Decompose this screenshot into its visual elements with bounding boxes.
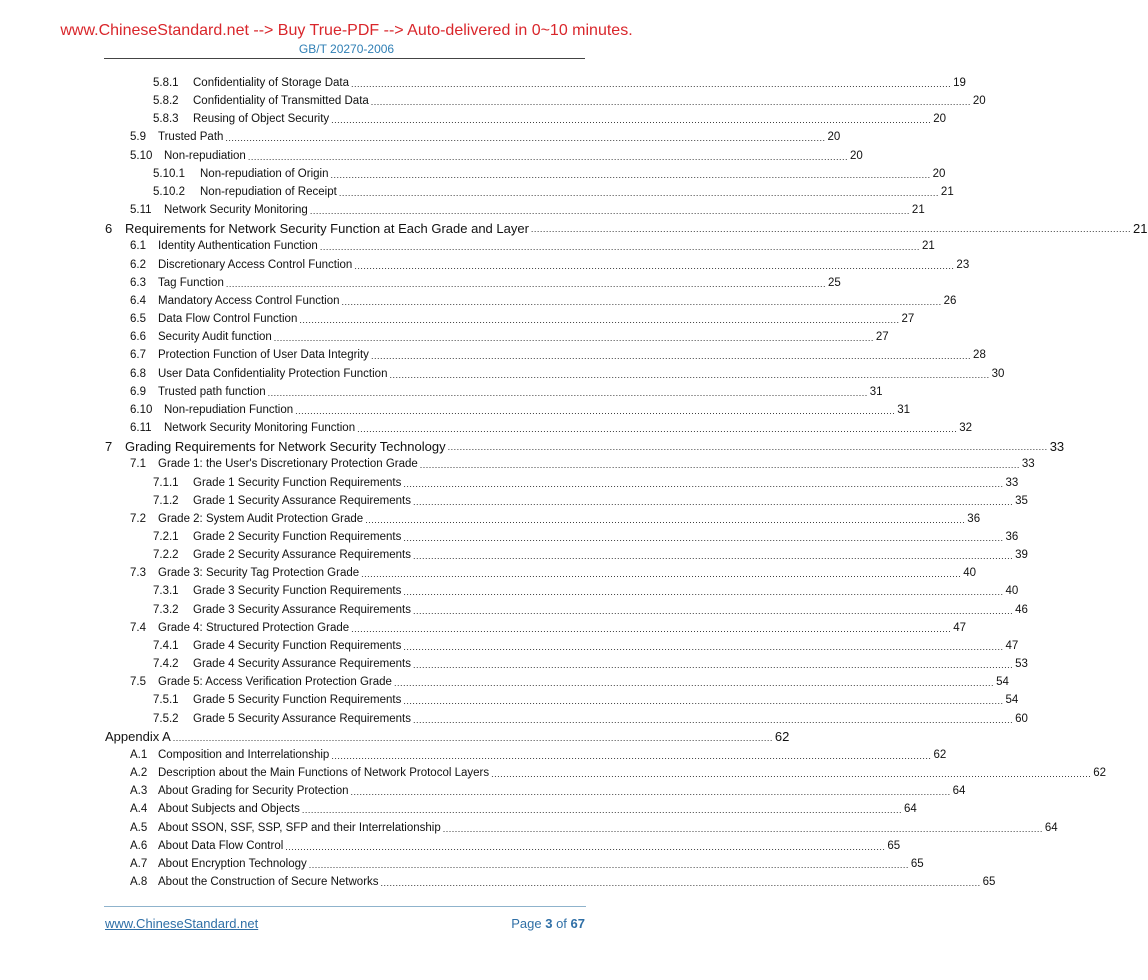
- toc-entry-number: 6: [105, 220, 113, 236]
- toc-entry-title: Grade 5: Access Verification Protection Grade: [158, 676, 392, 689]
- toc-entry-title: Grade 4 Security Function Requirements: [193, 639, 402, 652]
- toc-entry-page: 21: [940, 185, 954, 198]
- dot-leader: ........................................................................................................................................................................................................: [309, 206, 910, 217]
- toc-entry-page: 33: [1021, 458, 1035, 471]
- toc-entry-page: 20: [972, 95, 986, 108]
- toc-entry-page: 30: [991, 367, 1005, 380]
- toc-entry-page: 60: [1015, 712, 1028, 725]
- toc-entry[interactable]: [105, 219, 1148, 237]
- toc-entry-number: 6.5: [130, 313, 146, 326]
- toc-entry-page: 35: [1015, 494, 1028, 507]
- toc-entry-page: 46: [1015, 603, 1028, 616]
- toc-entry-page: 64: [904, 803, 917, 816]
- toc-entry-title: User Data Confidentiality Protection Function: [158, 367, 388, 380]
- toc-entry[interactable]: [130, 292, 957, 310]
- toc-entry-title: Trusted Path: [158, 131, 224, 144]
- toc-entry-number: 7.1.2: [153, 494, 179, 507]
- toc-entry[interactable]: [130, 455, 1035, 473]
- toc-entry-title: Requirements for Network Security Function at Each Grade and Layer: [125, 220, 529, 236]
- toc-entry[interactable]: [153, 183, 954, 201]
- toc-entry[interactable]: [105, 728, 790, 746]
- toc-entry-number: 7.4.1: [153, 639, 179, 652]
- toc-entry-title: About Grading for Security Protection: [158, 785, 349, 798]
- toc-entry[interactable]: [130, 310, 915, 328]
- toc-entry[interactable]: [130, 328, 889, 346]
- toc-entry-page: 62: [774, 729, 790, 745]
- toc-entry-number: 6.1: [130, 240, 146, 253]
- toc-entry-page: 21: [1133, 220, 1148, 236]
- dot-leader: ........................................................................................................................................................................................................: [403, 533, 1004, 543]
- toc-entry[interactable]: [153, 492, 1028, 510]
- toc-entry-number: 6.8: [130, 367, 146, 380]
- toc-entry-page: 64: [952, 785, 966, 798]
- toc-entry-title: Grade 1: the User's Discretionary Protection Grade: [158, 458, 418, 471]
- dot-leader: ........................................................................................................................................................................................................: [225, 278, 826, 289]
- toc-entry[interactable]: [130, 837, 901, 855]
- toc-entry-number: 7.3.2: [153, 603, 179, 616]
- toc-entry-number: 7.1: [130, 458, 146, 471]
- toc-entry-page: 36: [967, 512, 981, 525]
- toc-entry[interactable]: [130, 274, 841, 292]
- toc-entry[interactable]: [153, 528, 1019, 546]
- toc-entry-number: A.5: [130, 821, 148, 834]
- toc-entry-title: Grade 4 Security Assurance Requirements: [193, 658, 411, 671]
- toc-entry-number: 7: [105, 438, 113, 454]
- dot-leader: ........................................................................................................................................................................................................: [350, 79, 952, 89]
- toc-entry[interactable]: [130, 256, 970, 274]
- toc-entry[interactable]: [130, 201, 925, 219]
- toc-entry[interactable]: [130, 564, 977, 582]
- toc-entry[interactable]: [130, 383, 883, 401]
- toc-entry[interactable]: [153, 637, 1019, 655]
- dot-leader: ........................................................................................................................................................................................................: [357, 424, 958, 435]
- toc-entry[interactable]: [130, 419, 973, 437]
- dot-leader: ........................................................................................................................................................................................................: [319, 242, 920, 253]
- dot-leader: ........................................................................................................................................................................................................: [403, 587, 1004, 598]
- toc-entry-title: Network Security Monitoring Function: [164, 422, 356, 435]
- toc-entry-page: 65: [982, 876, 996, 889]
- toc-entry-number: A.7: [130, 857, 148, 870]
- toc-entry-title: Confidentiality of Transmitted Data: [193, 95, 369, 108]
- toc-entry-title: Protection Function of User Data Integrity: [158, 349, 369, 362]
- toc-entry[interactable]: [153, 165, 946, 183]
- toc-entry-title: Grade 3 Security Assurance Requirements: [193, 603, 411, 616]
- toc-entry-title: Grade 1 Security Assurance Requirements: [193, 494, 411, 507]
- toc-entry-title: Grade 2 Security Function Requirements: [193, 531, 402, 543]
- toc-entry[interactable]: [105, 437, 1065, 455]
- dot-leader: ........................................................................................................................................................................................................: [365, 514, 966, 525]
- toc-entry-page: 47: [1005, 639, 1019, 652]
- toc-entry-title: Non-repudiation: [164, 149, 246, 162]
- toc-entry-number: 6.4: [130, 294, 146, 307]
- toc-entry-number: 6.10: [130, 403, 153, 416]
- toc-entry-number: 5.10.1: [153, 167, 185, 180]
- toc-entry[interactable]: [153, 110, 947, 128]
- toc-entry-number: 5.9: [130, 131, 146, 144]
- toc-entry-page: 65: [910, 857, 924, 870]
- dot-leader: ........................................................................................................................................................................................................: [247, 151, 848, 162]
- toc-entry-number: 5.8.1: [153, 77, 179, 89]
- dot-leader: ........................................................................................................................................................................................................: [354, 260, 955, 271]
- dot-leader: ........................................................................................................................................................................................................: [308, 859, 909, 870]
- toc-entry-page: 54: [1005, 694, 1019, 707]
- toc-entry-title: Composition and Interrelationship: [158, 748, 330, 761]
- dot-leader: ........................................................................................................................................................................................................: [412, 605, 1014, 616]
- toc-entry-title: Description about the Main Functions of Network Protocol Layers: [158, 767, 490, 780]
- toc-entry[interactable]: [130, 147, 863, 165]
- dot-leader: ........................................................................................................................................................................................................: [350, 787, 951, 798]
- toc-entry-page: 20: [933, 113, 947, 126]
- toc-entry-title: Grading Requirements for Network Security Technology: [125, 438, 446, 454]
- toc-entry-title: About SSON, SSF, SSP, SFP and their Interrelationship: [158, 821, 441, 834]
- toc-entry[interactable]: [130, 619, 967, 637]
- toc-entry-page: 62: [1093, 767, 1107, 780]
- toc-entry-title: Grade 5 Security Function Requirements: [193, 694, 402, 707]
- dot-leader: ........................................................................................................................................................................................................: [330, 169, 931, 180]
- toc-entry-number: 7.3: [130, 567, 146, 580]
- dot-leader: ........................................................................................................................................................................................................: [273, 333, 874, 344]
- toc-entry-number: A.2: [130, 767, 148, 780]
- dot-leader: ........................................................................................................................................................................................................: [419, 460, 1020, 471]
- toc-entry-page: 20: [932, 167, 946, 180]
- toc-entry-page: 40: [963, 567, 977, 580]
- toc-entry[interactable]: [130, 237, 935, 255]
- toc-entry-number: 7.3.1: [153, 585, 179, 598]
- dot-leader: ........................................................................................................................................................................................................: [403, 478, 1004, 489]
- toc-entry-number: 7.5.2: [153, 712, 179, 725]
- toc-entry-title: Mandatory Access Control Function: [158, 294, 340, 307]
- toc-entry-title: Reusing of Object Security: [193, 113, 330, 126]
- toc-entry[interactable]: [153, 92, 986, 110]
- toc-entry-number: A.1: [130, 748, 148, 761]
- toc-entry[interactable]: [153, 655, 1028, 673]
- footer-site-link[interactable]: www.ChineseStandard.net: [105, 916, 259, 931]
- toc-entry-page: 53: [1015, 658, 1028, 671]
- toc-entry[interactable]: [130, 128, 841, 146]
- toc-entry-page: 62: [933, 748, 947, 761]
- toc-entry-page: 27: [875, 331, 889, 344]
- dot-leader: ........................................................................................................................................................................................................: [267, 387, 868, 398]
- dot-leader: ........................................................................................................................................................................................................: [295, 405, 896, 416]
- dot-leader: ........................................................................................................................................................................................................: [530, 224, 1132, 235]
- toc-entry-page: 19: [953, 77, 966, 89]
- promo-banner[interactable]: www.ChineseStandard.net --> Buy True-PDF --> Auto-delivered in 0~10 minutes.: [60, 22, 633, 39]
- dot-leader: ........................................................................................................................................................................................................: [412, 660, 1014, 671]
- toc-entry-title: Discretionary Access Control Function: [158, 258, 353, 271]
- toc-entry[interactable]: [153, 691, 1019, 709]
- toc-entry-number: 7.2.2: [153, 549, 179, 562]
- toc-entry-page: 32: [959, 422, 973, 435]
- toc-entry[interactable]: [153, 74, 966, 92]
- toc-entry-title: Identity Authentication Function: [158, 240, 318, 253]
- toc-entry[interactable]: [153, 546, 1028, 564]
- toc-entry[interactable]: [130, 510, 981, 528]
- page-label: Page: [511, 916, 542, 931]
- toc-entry-title: Grade 4: Structured Protection Grade: [158, 621, 350, 634]
- toc-entry-number: 6.6: [130, 331, 146, 344]
- toc-entry[interactable]: [130, 855, 924, 873]
- toc-entry-number: 7.4.2: [153, 658, 179, 671]
- toc-entry[interactable]: [130, 401, 911, 419]
- dot-leader: ........................................................................................................................................................................................................: [403, 641, 1004, 652]
- toc-entry-number: 6.11: [130, 422, 152, 435]
- dot-leader: ........................................................................................................................................................................................................: [370, 97, 971, 108]
- dot-leader: ........................................................................................................................................................................................................: [285, 841, 886, 852]
- dot-leader: ........................................................................................................................................................................................................: [442, 823, 1043, 834]
- toc-entry-number: 5.10.2: [153, 185, 185, 198]
- toc-entry-title: About the Construction of Secure Networks: [158, 876, 379, 889]
- toc-entry-number: 6.7: [130, 349, 146, 362]
- toc-entry-title: Grade 1 Security Function Requirements: [193, 476, 402, 489]
- toc-entry-number: 5.10: [130, 149, 153, 162]
- toc-entry-title: Grade 2 Security Assurance Requirements: [193, 549, 411, 562]
- toc-entry[interactable]: [153, 582, 1019, 600]
- header-divider: [104, 58, 585, 59]
- toc-entry-title: About Encryption Technology: [158, 857, 307, 870]
- toc-entry-title: Network Security Monitoring: [164, 204, 308, 217]
- toc-entry-number: 7.5: [130, 676, 146, 689]
- toc-entry-title: Appendix A: [105, 729, 171, 745]
- toc-entry-page: 31: [869, 385, 883, 398]
- dot-leader: ........................................................................................................................................................................................................: [361, 569, 962, 580]
- toc-entry-page: 64: [1044, 821, 1058, 834]
- toc-entry-page: 54: [996, 676, 1009, 689]
- toc-entry[interactable]: [130, 746, 947, 764]
- toc-entry-title: Confidentiality of Storage Data: [193, 77, 349, 89]
- toc-entry-title: Grade 5 Security Assurance Requirements: [193, 712, 411, 725]
- toc-entry-page: 20: [827, 131, 841, 144]
- dot-leader: ........................................................................................................................................................................................................: [338, 187, 939, 198]
- toc-entry-page: 39: [1015, 549, 1028, 562]
- current-page: 3: [545, 916, 553, 931]
- toc-entry-number: A.6: [130, 839, 148, 852]
- toc-entry[interactable]: [130, 764, 1107, 782]
- page-indicator: [511, 916, 585, 931]
- page-of-label: of: [556, 916, 567, 931]
- dot-leader: ........................................................................................................................................................................................................: [389, 369, 990, 380]
- toc-entry-number: 5.11: [130, 204, 152, 217]
- dot-leader: ........................................................................................................................................................................................................: [301, 805, 903, 816]
- toc-entry-number: 6.3: [130, 276, 146, 289]
- toc-entry-title: Security Audit function: [158, 331, 272, 344]
- dot-leader: ........................................................................................................................................................................................................: [412, 496, 1014, 507]
- toc-entry-title: Tag Function: [158, 276, 224, 289]
- toc-entry-page: 33: [1049, 438, 1065, 454]
- toc-entry-page: 26: [943, 294, 957, 307]
- total-pages: 67: [570, 916, 585, 931]
- toc-entry[interactable]: [130, 673, 1009, 691]
- toc-entry-page: 21: [911, 204, 925, 217]
- toc-entry-page: 23: [956, 258, 970, 271]
- dot-leader: ........................................................................................................................................................................................................: [447, 442, 1048, 453]
- dot-leader: ........................................................................................................................................................................................................: [331, 115, 932, 126]
- toc-entry[interactable]: [153, 710, 1028, 728]
- toc-entry-title: Non-repudiation Function: [164, 403, 294, 416]
- dot-leader: ........................................................................................................................................................................................................: [172, 732, 773, 743]
- toc-entry-number: 6.2: [130, 258, 146, 271]
- toc-entry-number: A.4: [130, 803, 148, 816]
- toc-entry-page: 31: [897, 403, 911, 416]
- toc-entry-title: Grade 3: Security Tag Protection Grade: [158, 567, 360, 580]
- dot-leader: ........................................................................................................................................................................................................: [412, 551, 1014, 562]
- dot-leader: ........................................................................................................................................................................................................: [370, 351, 972, 362]
- dot-leader: ........................................................................................................................................................................................................: [380, 878, 981, 889]
- toc-entry-page: 28: [973, 349, 986, 362]
- toc-entry[interactable]: [130, 800, 917, 818]
- toc-entry-title: About Subjects and Objects: [158, 803, 300, 816]
- toc-entry-page: 21: [921, 240, 935, 253]
- dot-leader: ........................................................................................................................................................................................................: [299, 315, 900, 326]
- toc-entry-number: 5.8.2: [153, 95, 179, 108]
- toc-entry-title: Data Flow Control Function: [158, 313, 298, 326]
- dot-leader: ........................................................................................................................................................................................................: [331, 750, 932, 761]
- toc-entry-number: 5.8.3: [153, 113, 179, 126]
- toc-entry-number: 7.5.1: [153, 694, 179, 707]
- toc-entry-page: 20: [849, 149, 863, 162]
- toc-entry-page: 27: [901, 313, 915, 326]
- toc-entry-number: 6.9: [130, 385, 146, 398]
- toc-entry-number: A.3: [130, 785, 148, 798]
- dot-leader: ........................................................................................................................................................................................................: [351, 623, 952, 634]
- toc-entry-title: Grade 3 Security Function Requirements: [193, 585, 402, 598]
- toc-entry-title: Grade 2: System Audit Protection Grade: [158, 512, 364, 525]
- toc-entry[interactable]: [153, 474, 1019, 492]
- toc-entry-title: Non-repudiation of Origin: [200, 167, 329, 180]
- toc-entry-number: 7.4: [130, 621, 146, 634]
- toc-entry-page: 25: [827, 276, 841, 289]
- toc-entry-number: 7.1.1: [153, 476, 179, 489]
- toc-entry-number: A.8: [130, 876, 148, 889]
- toc-entry[interactable]: [130, 819, 1058, 837]
- dot-leader: ........................................................................................................................................................................................................: [412, 714, 1014, 725]
- dot-leader: ........................................................................................................................................................................................................: [403, 696, 1004, 707]
- toc-entry[interactable]: [130, 365, 1005, 383]
- standard-number: GB/T 20270-2006: [298, 42, 395, 56]
- toc-entry-page: 65: [887, 839, 901, 852]
- dot-leader: ........................................................................................................................................................................................................: [341, 296, 942, 307]
- toc-entry-number: 7.2: [130, 512, 146, 525]
- dot-leader: ........................................................................................................................................................................................................: [491, 769, 1092, 780]
- toc-entry[interactable]: [130, 873, 996, 891]
- toc-entry-page: 33: [1005, 476, 1019, 489]
- toc-entry-page: 47: [953, 621, 967, 634]
- toc-entry-page: 36: [1005, 531, 1019, 543]
- toc-entry-page: 40: [1005, 585, 1019, 598]
- toc-entry[interactable]: [153, 601, 1028, 619]
- toc-entry-title: About Data Flow Control: [158, 839, 284, 852]
- toc-entry-number: 7.2.1: [153, 531, 179, 543]
- toc-entry[interactable]: [130, 346, 986, 364]
- toc-entry-title: Non-repudiation of Receipt: [200, 185, 337, 198]
- dot-leader: ........................................................................................................................................................................................................: [225, 133, 826, 144]
- dot-leader: ........................................................................................................................................................................................................: [393, 678, 995, 689]
- footer-divider: [104, 906, 586, 907]
- toc-entry[interactable]: [130, 782, 966, 800]
- toc-entry-title: Trusted path function: [158, 385, 266, 398]
